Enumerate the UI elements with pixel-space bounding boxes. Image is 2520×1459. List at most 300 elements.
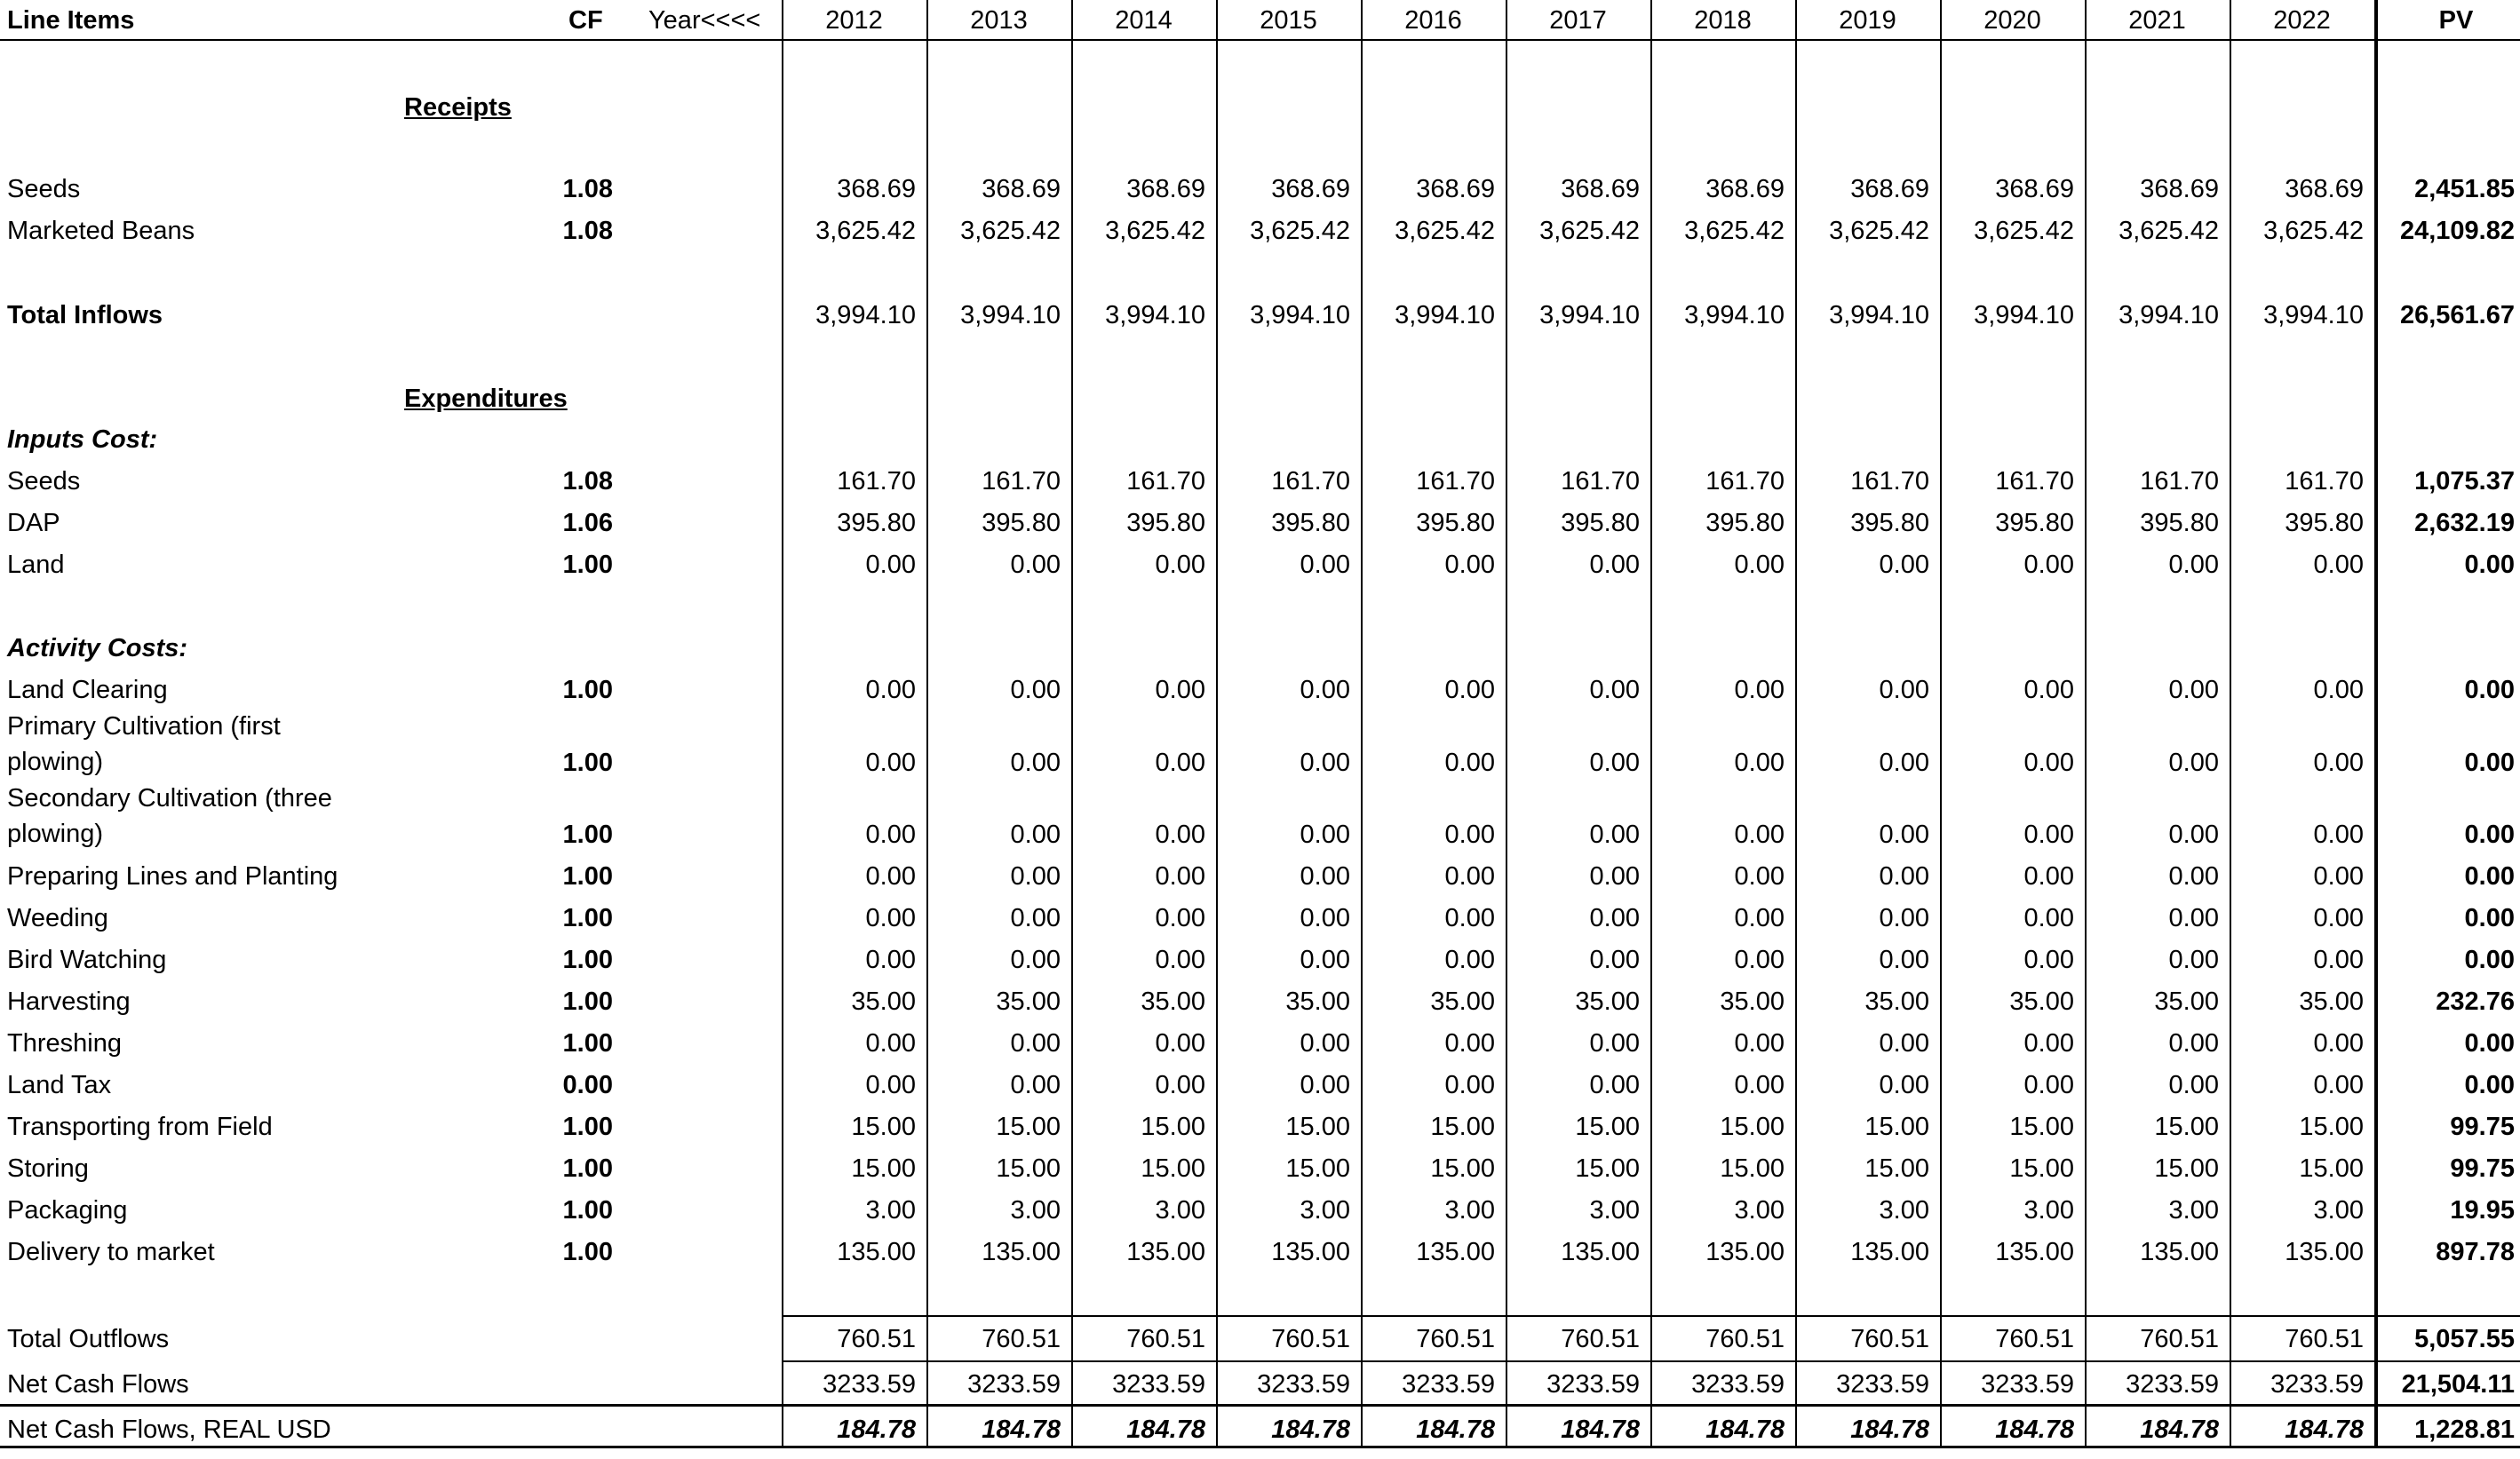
section-expenditures: Expenditures (404, 385, 568, 413)
pv-cell: 21,504.11 (2401, 1370, 2515, 1399)
year-header-2022: 2022 (2273, 6, 2331, 35)
value-cell: 15.00 (1285, 1154, 1350, 1183)
row-cf: 1.00 (562, 676, 613, 704)
value-cell: 3233.59 (823, 1370, 916, 1399)
value-cell: 0.00 (1444, 821, 1495, 849)
value-cell: 3,994.10 (1395, 301, 1495, 329)
value-cell: 35.00 (996, 987, 1061, 1016)
value-cell: 135.00 (1995, 1238, 2074, 1266)
table-row (0, 210, 2520, 251)
year-header-2016: 2016 (1404, 6, 1462, 35)
year-header-2021: 2021 (2128, 6, 2186, 35)
value-cell: 0.00 (1300, 821, 1350, 849)
value-cell: 135.00 (1705, 1238, 1785, 1266)
row-label: Total Outflows (7, 1325, 170, 1353)
value-cell: 368.69 (1271, 175, 1350, 203)
row-label: Seeds (7, 467, 81, 496)
value-cell: 0.00 (2168, 904, 2219, 932)
value-cell: 135.00 (1416, 1238, 1495, 1266)
row-cf: 1.00 (562, 987, 613, 1016)
pv-cell: 232.76 (2436, 987, 2515, 1016)
row-label: Seeds (7, 175, 81, 203)
row-cf: 1.00 (562, 1113, 613, 1141)
value-cell: 0.00 (1734, 551, 1785, 579)
value-cell: 368.69 (1416, 175, 1495, 203)
value-cell: 15.00 (1720, 1154, 1785, 1183)
table-row (0, 503, 2520, 543)
row-cf: 1.00 (562, 904, 613, 932)
value-cell: 184.78 (1705, 1415, 1785, 1444)
value-cell: 760.51 (1850, 1325, 1929, 1353)
year-header-2018: 2018 (1694, 6, 1752, 35)
pv-cell: 0.00 (2464, 1029, 2515, 1058)
grid-hline (782, 1315, 2520, 1317)
pv-cell: 0.00 (2464, 946, 2515, 974)
value-cell: 161.70 (1416, 467, 1495, 496)
value-cell: 161.70 (1995, 467, 2074, 496)
value-cell: 15.00 (2299, 1113, 2364, 1141)
value-cell: 3,625.42 (1539, 217, 1640, 245)
value-cell: 3,994.10 (1250, 301, 1350, 329)
value-cell: 3233.59 (1981, 1370, 2074, 1399)
value-cell: 0.00 (2313, 676, 2364, 704)
row-cf: 1.00 (562, 551, 613, 579)
value-cell: 0.00 (1879, 1029, 1929, 1058)
value-cell: 3.00 (1010, 1196, 1061, 1225)
value-cell: 184.78 (1271, 1415, 1350, 1444)
value-cell: 0.00 (2168, 551, 2219, 579)
pv-cell: 99.75 (2450, 1154, 2515, 1183)
grid-hline (0, 1404, 2520, 1407)
value-cell: 0.00 (1589, 821, 1640, 849)
value-cell: 0.00 (1010, 551, 1061, 579)
value-cell: 0.00 (1300, 1029, 1350, 1058)
row-cf (497, 1409, 613, 1450)
value-cell: 3233.59 (1402, 1370, 1495, 1399)
value-cell: 760.51 (1705, 1325, 1785, 1353)
grid-hline (0, 39, 2520, 41)
value-cell: 368.69 (1850, 175, 1929, 203)
pv-cell: 0.00 (2464, 821, 2515, 849)
value-cell: 3233.59 (1546, 1370, 1640, 1399)
value-cell: 395.80 (1126, 509, 1205, 537)
value-cell: 0.00 (2168, 676, 2219, 704)
pv-cell: 5,057.55 (2414, 1325, 2515, 1353)
row-label: Threshing (7, 1029, 122, 1058)
value-cell: 0.00 (1879, 946, 1929, 974)
value-cell: 760.51 (2140, 1325, 2219, 1353)
value-cell: 0.00 (1155, 749, 1205, 777)
row-label: Land Clearing (7, 676, 168, 704)
value-cell: 15.00 (1285, 1113, 1350, 1141)
value-cell: 184.78 (1995, 1415, 2074, 1444)
row-label: Land Tax (7, 1071, 112, 1099)
grid-vline (2085, 0, 2087, 1447)
value-cell: 0.00 (1589, 676, 1640, 704)
header-pv: PV (2438, 6, 2474, 35)
grid-hline (782, 1360, 2520, 1362)
row-label: Weeding (7, 904, 108, 932)
value-cell: 184.78 (837, 1415, 916, 1444)
value-cell: 0.00 (2313, 946, 2364, 974)
grid-vline (1650, 0, 1652, 1447)
value-cell: 368.69 (1705, 175, 1785, 203)
pv-cell: 1,228.81 (2414, 1415, 2515, 1444)
value-cell: 35.00 (1575, 987, 1640, 1016)
table-row (0, 898, 2520, 939)
row-label: Marketed Beans (7, 217, 195, 245)
value-cell: 35.00 (851, 987, 916, 1016)
grid-vline (1071, 0, 1073, 1447)
pv-cell: 1,075.37 (2414, 467, 2515, 496)
value-cell: 35.00 (2299, 987, 2364, 1016)
table-row (0, 940, 2520, 980)
value-cell: 368.69 (1126, 175, 1205, 203)
row-cf (497, 1364, 613, 1405)
value-cell: 0.00 (1444, 904, 1495, 932)
value-cell: 760.51 (982, 1325, 1061, 1353)
value-cell: 0.00 (2168, 821, 2219, 849)
value-cell: 0.00 (2313, 551, 2364, 579)
value-cell: 3.00 (1879, 1196, 1929, 1225)
table-row (0, 1106, 2520, 1147)
pv-cell: 99.75 (2450, 1113, 2515, 1141)
value-cell: 395.80 (1271, 509, 1350, 537)
row-cf: 1.00 (562, 1196, 613, 1225)
value-cell: 0.00 (1010, 904, 1061, 932)
value-cell: 368.69 (1995, 175, 2074, 203)
value-cell: 0.00 (1879, 821, 1929, 849)
grid-vline (1940, 0, 1942, 1447)
table-row (0, 1364, 2520, 1405)
value-cell: 3,994.10 (1105, 301, 1205, 329)
pv-cell: 2,632.19 (2414, 509, 2515, 537)
table-row (0, 712, 2520, 783)
value-cell: 368.69 (2140, 175, 2219, 203)
value-cell: 0.00 (1589, 946, 1640, 974)
value-cell: 0.00 (1734, 676, 1785, 704)
row-label: Total Inflows (7, 301, 163, 329)
value-cell: 3,994.10 (960, 301, 1061, 329)
value-cell: 0.00 (1734, 862, 1785, 891)
value-cell: 184.78 (2140, 1415, 2219, 1444)
value-cell: 15.00 (1575, 1154, 1640, 1183)
year-header-2012: 2012 (825, 6, 883, 35)
value-cell: 3233.59 (1112, 1370, 1205, 1399)
value-cell: 0.00 (1155, 821, 1205, 849)
value-cell: 395.80 (1995, 509, 2074, 537)
value-cell: 395.80 (1705, 509, 1785, 537)
section-receipts: Receipts (404, 93, 512, 122)
value-cell: 395.80 (982, 509, 1061, 537)
value-cell: 3.00 (1589, 1196, 1640, 1225)
value-cell: 0.00 (1444, 946, 1495, 974)
value-cell: 135.00 (1271, 1238, 1350, 1266)
row-cf: 1.00 (562, 821, 613, 849)
row-cf: 1.08 (562, 217, 613, 245)
value-cell: 0.00 (1010, 676, 1061, 704)
value-cell: 3.00 (2313, 1196, 2364, 1225)
value-cell: 0.00 (2168, 946, 2219, 974)
value-cell: 0.00 (1444, 749, 1495, 777)
value-cell: 0.00 (1734, 904, 1785, 932)
value-cell: 3.00 (1734, 1196, 1785, 1225)
pv-cell: 0.00 (2464, 1071, 2515, 1099)
value-cell: 184.78 (1561, 1415, 1640, 1444)
value-cell: 3,994.10 (2119, 301, 2219, 329)
value-cell: 0.00 (1589, 904, 1640, 932)
value-cell: 0.00 (2168, 1071, 2219, 1099)
table-row (0, 981, 2520, 1022)
value-cell: 0.00 (1444, 1029, 1495, 1058)
value-cell: 3,625.42 (1684, 217, 1785, 245)
value-cell: 184.78 (1416, 1415, 1495, 1444)
value-cell: 0.00 (865, 1071, 916, 1099)
value-cell: 15.00 (1430, 1154, 1495, 1183)
value-cell: 15.00 (1864, 1113, 1929, 1141)
row-label: DAP (7, 509, 60, 537)
row-cf: 1.00 (562, 946, 613, 974)
value-cell: 3233.59 (1257, 1370, 1350, 1399)
value-cell: 0.00 (1444, 551, 1495, 579)
pv-cell: 0.00 (2464, 676, 2515, 704)
value-cell: 15.00 (2154, 1113, 2219, 1141)
value-cell: 3,625.42 (1250, 217, 1350, 245)
table-row (0, 1065, 2520, 1106)
value-cell: 3,994.10 (1684, 301, 1785, 329)
value-cell: 0.00 (1444, 862, 1495, 891)
value-cell: 368.69 (2285, 175, 2364, 203)
value-cell: 135.00 (2285, 1238, 2364, 1266)
value-cell: 0.00 (1879, 551, 1929, 579)
value-cell: 0.00 (2168, 1029, 2219, 1058)
value-cell: 0.00 (865, 749, 916, 777)
value-cell: 3,625.42 (960, 217, 1061, 245)
value-cell: 395.80 (2285, 509, 2364, 537)
value-cell: 3.00 (2023, 1196, 2074, 1225)
table-row (0, 784, 2520, 855)
header-year-label: Year<<<< (648, 6, 761, 35)
value-cell: 760.51 (2285, 1325, 2364, 1353)
pv-cell: 19.95 (2450, 1196, 2515, 1225)
value-cell: 15.00 (2009, 1113, 2074, 1141)
value-cell: 135.00 (982, 1238, 1061, 1266)
row-label: Land (7, 551, 65, 579)
value-cell: 0.00 (1734, 1071, 1785, 1099)
value-cell: 0.00 (1300, 676, 1350, 704)
row-label: Net Cash Flows (7, 1370, 189, 1399)
value-cell: 15.00 (1141, 1154, 1205, 1183)
value-cell: 0.00 (865, 821, 916, 849)
value-cell: 161.70 (982, 467, 1061, 496)
value-cell: 35.00 (1141, 987, 1205, 1016)
value-cell: 395.80 (2140, 509, 2219, 537)
value-cell: 0.00 (2023, 551, 2074, 579)
value-cell: 0.00 (865, 862, 916, 891)
value-cell: 0.00 (1589, 862, 1640, 891)
value-cell: 0.00 (1879, 904, 1929, 932)
value-cell: 395.80 (1416, 509, 1495, 537)
value-cell: 0.00 (1300, 749, 1350, 777)
grid-vline (1795, 0, 1797, 1447)
row-cf: 1.06 (562, 509, 613, 537)
value-cell: 0.00 (1010, 946, 1061, 974)
value-cell: 15.00 (1141, 1113, 1205, 1141)
value-cell: 3,994.10 (1974, 301, 2074, 329)
value-cell: 15.00 (1430, 1113, 1495, 1141)
pv-cell: 897.78 (2436, 1238, 2515, 1266)
grid-vline (2374, 0, 2378, 1447)
value-cell: 0.00 (2313, 1029, 2364, 1058)
value-cell: 0.00 (2023, 1071, 2074, 1099)
grid-vline (1216, 0, 1218, 1447)
table-row (0, 1409, 2520, 1450)
year-header-2019: 2019 (1839, 6, 1896, 35)
value-cell: 3233.59 (1836, 1370, 1929, 1399)
year-header-2014: 2014 (1115, 6, 1173, 35)
grid-vline (782, 0, 783, 1447)
value-cell: 0.00 (2023, 862, 2074, 891)
value-cell: 0.00 (1010, 821, 1061, 849)
row-cf: 1.00 (562, 1029, 613, 1058)
value-cell: 3.00 (1155, 1196, 1205, 1225)
value-cell: 0.00 (1300, 862, 1350, 891)
value-cell: 0.00 (1155, 676, 1205, 704)
value-cell: 0.00 (2023, 1029, 2074, 1058)
value-cell: 15.00 (2299, 1154, 2364, 1183)
value-cell: 3,625.42 (1395, 217, 1495, 245)
value-cell: 0.00 (1444, 1071, 1495, 1099)
value-cell: 184.78 (982, 1415, 1061, 1444)
value-cell: 0.00 (1879, 862, 1929, 891)
value-cell: 0.00 (1300, 904, 1350, 932)
value-cell: 0.00 (1589, 1029, 1640, 1058)
value-cell: 0.00 (2313, 1071, 2364, 1099)
year-header-2013: 2013 (970, 6, 1028, 35)
value-cell: 0.00 (1589, 1071, 1640, 1099)
value-cell: 135.00 (1126, 1238, 1205, 1266)
table-row (0, 1232, 2520, 1273)
grid-vline (1361, 0, 1363, 1447)
pv-cell: 2,451.85 (2414, 175, 2515, 203)
value-cell: 161.70 (837, 467, 916, 496)
value-cell: 161.70 (1705, 467, 1785, 496)
value-cell: 0.00 (2313, 862, 2364, 891)
row-cf: 1.00 (562, 862, 613, 891)
value-cell: 35.00 (2154, 987, 2219, 1016)
row-cf: 0.00 (562, 1071, 613, 1099)
value-cell: 161.70 (2140, 467, 2219, 496)
pv-cell: 24,109.82 (2399, 217, 2515, 245)
row-label: Secondary Cultivation (three plowing) (7, 784, 332, 848)
value-cell: 15.00 (1864, 1154, 1929, 1183)
row-label: Delivery to market (7, 1238, 215, 1266)
value-cell: 0.00 (2313, 821, 2364, 849)
row-cf (497, 1319, 613, 1360)
year-header-2017: 2017 (1549, 6, 1607, 35)
table-row (0, 1190, 2520, 1231)
value-cell: 0.00 (2023, 946, 2074, 974)
value-cell: 0.00 (1734, 946, 1785, 974)
value-cell: 3,994.10 (2263, 301, 2364, 329)
value-cell: 184.78 (1126, 1415, 1205, 1444)
value-cell: 0.00 (1879, 676, 1929, 704)
pv-cell: 0.00 (2464, 749, 2515, 777)
value-cell: 0.00 (1155, 946, 1205, 974)
value-cell: 0.00 (1010, 749, 1061, 777)
value-cell: 3233.59 (2270, 1370, 2364, 1399)
row-label: Storing (7, 1154, 89, 1183)
value-cell: 0.00 (1155, 904, 1205, 932)
value-cell: 0.00 (2168, 749, 2219, 777)
value-cell: 0.00 (1300, 551, 1350, 579)
row-cf (497, 295, 613, 336)
value-cell: 395.80 (837, 509, 916, 537)
value-cell: 0.00 (1155, 1071, 1205, 1099)
value-cell: 760.51 (837, 1325, 916, 1353)
table-row (0, 1148, 2520, 1189)
grid-vline (2230, 0, 2231, 1447)
value-cell: 15.00 (996, 1113, 1061, 1141)
row-label: Transporting from Field (7, 1113, 273, 1141)
value-cell: 0.00 (2023, 904, 2074, 932)
value-cell: 15.00 (996, 1154, 1061, 1183)
value-cell: 3,625.42 (815, 217, 916, 245)
value-cell: 15.00 (1720, 1113, 1785, 1141)
value-cell: 35.00 (1720, 987, 1785, 1016)
value-cell: 184.78 (1850, 1415, 1929, 1444)
value-cell: 760.51 (1271, 1325, 1350, 1353)
value-cell: 0.00 (2023, 821, 2074, 849)
value-cell: 0.00 (1734, 1029, 1785, 1058)
value-cell: 0.00 (2313, 904, 2364, 932)
row-label: Net Cash Flows, REAL USD (7, 1415, 331, 1444)
value-cell: 0.00 (1010, 862, 1061, 891)
value-cell: 3.00 (1444, 1196, 1495, 1225)
value-cell: 135.00 (1561, 1238, 1640, 1266)
table-row (0, 1023, 2520, 1064)
row-label: Primary Cultivation (first plowing) (7, 712, 281, 776)
row-label: Packaging (7, 1196, 128, 1225)
value-cell: 135.00 (1850, 1238, 1929, 1266)
value-cell: 35.00 (1285, 987, 1350, 1016)
value-cell: 161.70 (1561, 467, 1640, 496)
table-row (0, 295, 2520, 336)
value-cell: 161.70 (1271, 467, 1350, 496)
row-cf: 1.00 (562, 1154, 613, 1183)
value-cell: 0.00 (1010, 1029, 1061, 1058)
value-cell: 35.00 (1864, 987, 1929, 1016)
value-cell: 3233.59 (1691, 1370, 1785, 1399)
value-cell: 0.00 (1734, 749, 1785, 777)
grid-hline (0, 1446, 2520, 1448)
table-row (0, 670, 2520, 710)
value-cell: 3.00 (1300, 1196, 1350, 1225)
row-cf: 1.00 (562, 749, 613, 777)
pv-cell: 26,561.67 (2399, 301, 2515, 329)
row-label: Bird Watching (7, 946, 167, 974)
year-header-2020: 2020 (1983, 6, 2041, 35)
value-cell: 368.69 (1561, 175, 1640, 203)
value-cell: 184.78 (2285, 1415, 2364, 1444)
value-cell: 3,994.10 (815, 301, 916, 329)
value-cell: 3,625.42 (1829, 217, 1929, 245)
row-label: Preparing Lines and Planting (7, 862, 338, 891)
row-cf: 1.08 (562, 175, 613, 203)
value-cell: 15.00 (851, 1113, 916, 1141)
value-cell: 760.51 (1416, 1325, 1495, 1353)
value-cell: 161.70 (2285, 467, 2364, 496)
